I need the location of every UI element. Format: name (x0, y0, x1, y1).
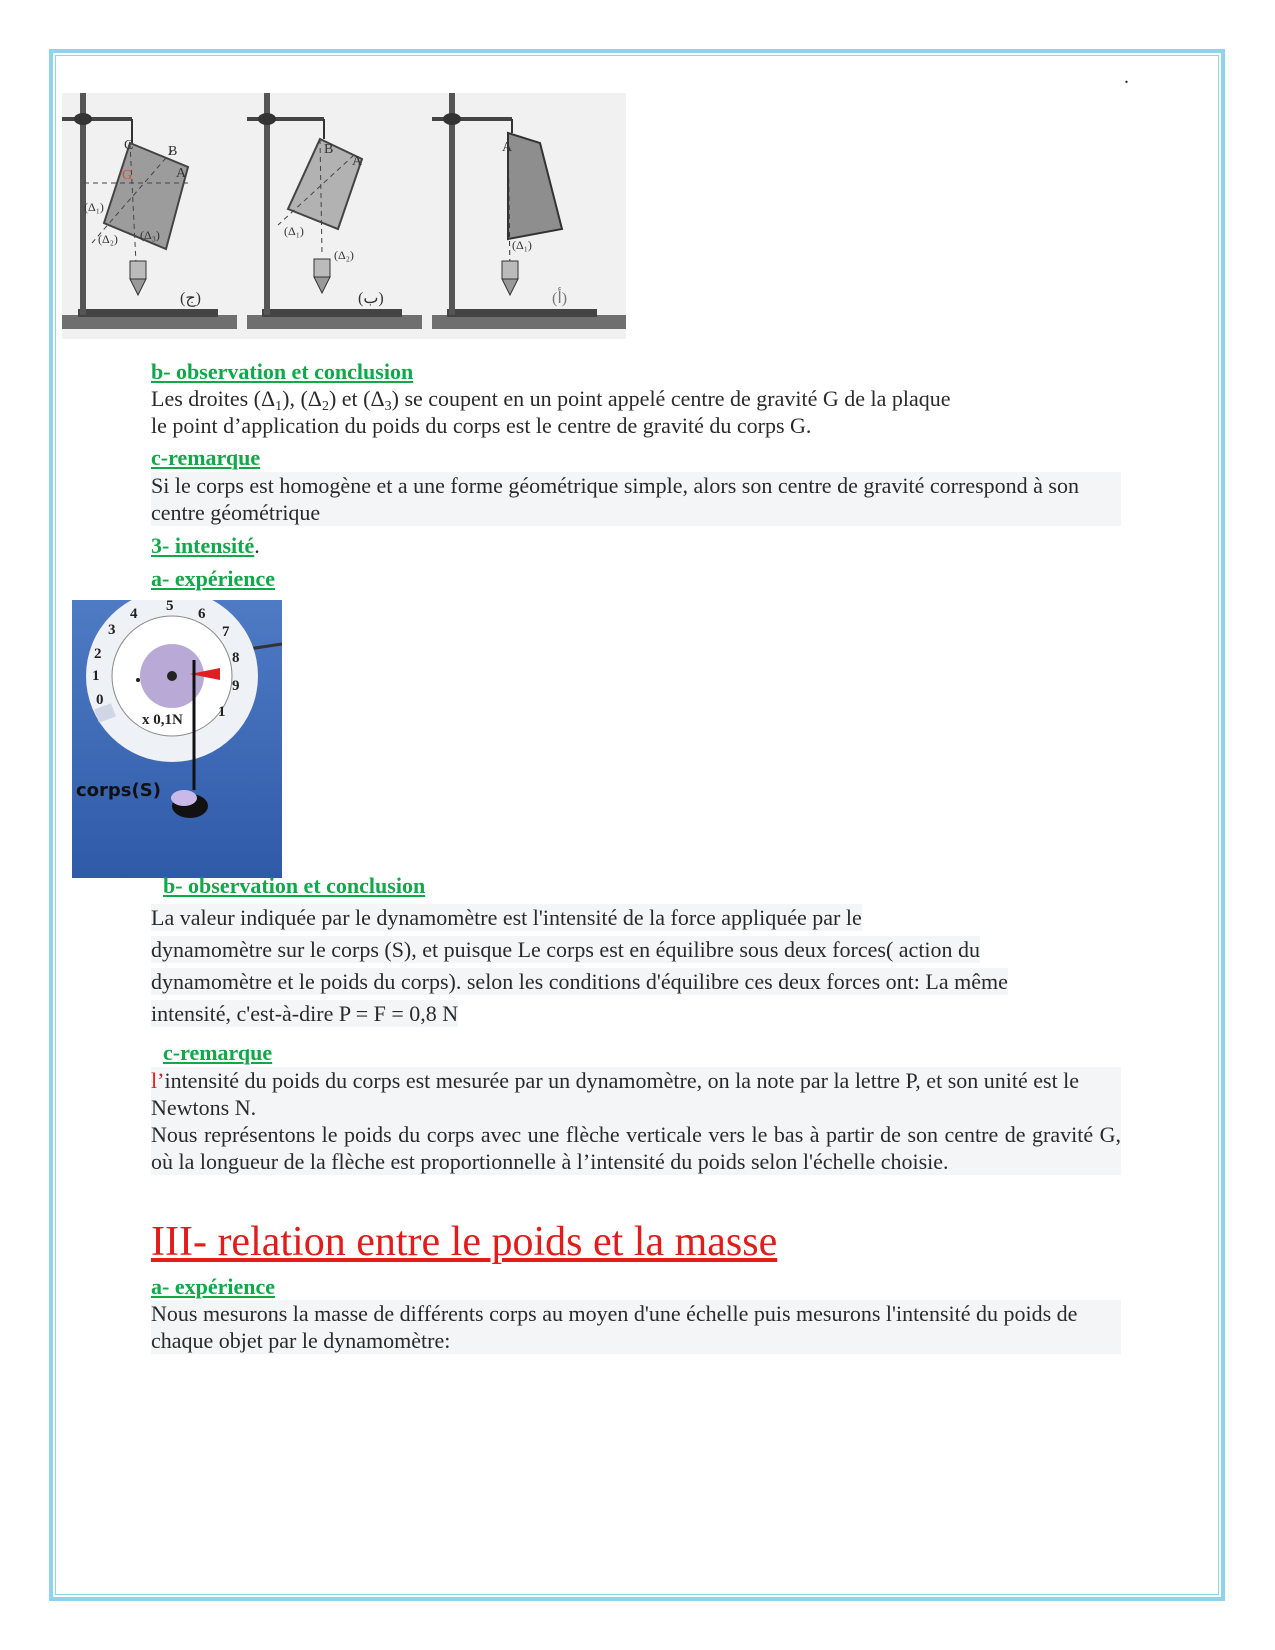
label-A3: A (502, 140, 513, 155)
dial-2: 2 (94, 646, 102, 662)
observation-line-1: Les droites $(\Delta_1)$, $(\Delta_2)$ et $(\Delta_3)$ se coupent en un point appelé centre de gravité G de la plaque (151, 386, 951, 414)
label-B2: B (324, 142, 334, 157)
dial-7: 7 (222, 624, 230, 640)
observation-line-2: le point d’application du poids du corps est le centre de gravité du corps G. (151, 413, 812, 438)
observation-2-line-2: dynamomètre sur le corps (S), et puisque Le corps est en équilibre sous deux forces( action du (151, 937, 981, 962)
label-ar-a: (أ) (552, 290, 568, 307)
object-label: corps(S) (76, 780, 161, 801)
label-d1c: (Δ₁) (512, 238, 532, 252)
dial-9: 9 (232, 678, 240, 694)
label-ar-b: (ب) (358, 290, 384, 307)
observation-2-line-3: dynamomètre et le poids du corps). selon les conditions d'équilibre ces deux forces ont: La même (151, 969, 1008, 994)
section-III-title: III- relation entre le poids et la masse (151, 1219, 778, 1265)
experience-2-text: Nous mesurons la masse de différents corps au moyen d'une échelle puis mesurons l'intensité du poids de chaque objet par le dynamomètre: (151, 1300, 1121, 1354)
page-dot: . (1124, 66, 1129, 88)
remarque-1-text: Si le corps est homogène et a une forme géométrique simple, alors son centre de gravité correspond à son centre géométrique (151, 472, 1121, 526)
label-d3: (Δ₃) (140, 228, 160, 242)
heading-observation-1: b- observation et conclusion (151, 359, 414, 384)
observation-2-line-4: intensité, c'est-à-dire P = F = 0,8 N (151, 1001, 459, 1026)
dial-1: 1 (92, 668, 100, 684)
label-A2: A (352, 154, 363, 169)
observation-2-line-1: La valeur indiquée par le dynamomètre est l'intensité de la force appliquée par le (151, 905, 862, 930)
dial-6: 6 (198, 606, 206, 622)
dial-scale-label: x 0,1N (142, 712, 183, 728)
dial-0: 0 (96, 692, 104, 708)
heading-experience-2: a- expérience (151, 1274, 275, 1299)
heading-observation-2: b- observation et conclusion (163, 873, 426, 898)
label-G: G (122, 168, 133, 183)
dial-5: 5 (166, 600, 174, 614)
heading-remarque-2: c-remarque (163, 1040, 273, 1065)
dial-8: 8 (232, 650, 240, 666)
label-B: B (168, 144, 178, 159)
label-d1: (Δ₁) (84, 200, 104, 214)
remarque-2-paragraph-2: Nous représentons le poids du corps avec une flèche verticale vers le bas à partir de son centre de gravité G, où la longueur de la flèche est proportionnelle à l’intensité du poids selon l'échelle choisie. (151, 1122, 1121, 1174)
dynamometer-photo (72, 600, 282, 878)
dial-3: 3 (108, 622, 116, 638)
dial-10: 1 (218, 704, 226, 720)
label-d1b: (Δ₁) (284, 224, 304, 238)
heading-experience-1: a- expérience (151, 566, 275, 591)
remarque-2-paragraph-1: l’intensité du poids du corps est mesurée par un dynamomètre, on la note par la lettre P, et son unité est le Newtons N. (151, 1067, 1121, 1121)
label-d2: (Δ₂) (98, 232, 118, 246)
label-A: A (176, 166, 187, 181)
heading-intensite: 3- intensité. (151, 533, 260, 558)
label-C: C (124, 138, 134, 153)
heading-remarque-1: c-remarque (151, 445, 261, 470)
center-of-gravity-figure (62, 93, 626, 339)
dial-4: 4 (130, 606, 138, 622)
label-d2b: (Δ₂) (334, 248, 354, 262)
label-ar-c: (ج) (180, 290, 201, 307)
